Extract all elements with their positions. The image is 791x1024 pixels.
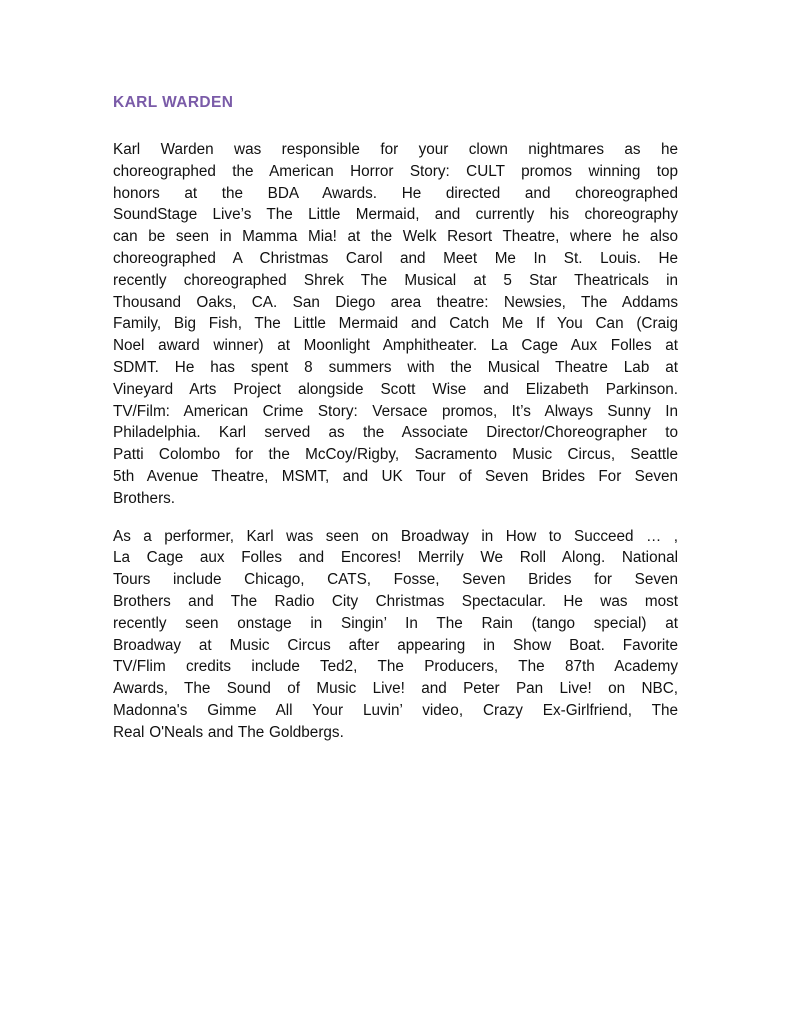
text-line: honors at the BDA Awards. He directed and choreographed	[113, 184, 678, 202]
paragraph	[113, 526, 678, 744]
text-line: 5th Avenue Theatre, MSMT, and UK Tour of Seven Brides For Seven	[113, 467, 678, 485]
text-line: Thousand Oaks, CA. San Diego area theatre: Newsies, The Addams	[113, 293, 678, 311]
text-line: Real O'Neals and The Goldbergs.	[113, 723, 344, 741]
text-line: TV/Flim credits include Ted2, The Producers, The 87th Academy	[113, 658, 678, 676]
text-line: Tours include Chicago, CATS, Fosse, Seven Brides for Seven	[113, 571, 678, 589]
text-line: Brothers.	[113, 489, 176, 507]
text-line: Patti Colombo for the McCoy/Rigby, Sacramento Music Circus, Seattle	[113, 446, 678, 464]
text-line: Karl Warden was responsible for your clown nightmares as he	[113, 141, 678, 158]
text-line: choreographed A Christmas Carol and Meet Me In St. Louis. He	[113, 249, 678, 267]
text-line: As a performer, Karl was seen on Broadway in How to Succeed … ,	[113, 527, 678, 545]
paragraph	[113, 139, 678, 510]
text-line: Vineyard Arts Project alongside Scott Wise and Elizabeth Parkinson.	[113, 380, 678, 398]
text-line: SoundStage Live’s The Little Mermaid, and currently his choreography	[113, 206, 678, 224]
text-line: SDMT. He has spent 8 summers with the Musical Theatre Lab at	[113, 358, 678, 376]
text-line: TV/Film: American Crime Story: Versace promos, It’s Always Sunny In	[113, 402, 678, 420]
bio-text	[113, 139, 678, 744]
text-line: Noel award winner) at Moonlight Amphitheater. La Cage Aux Folles at	[113, 337, 678, 355]
text-line: Awards, The Sound of Music Live! and Peter Pan Live! on NBC,	[113, 680, 678, 698]
text-line: can be seen in Mamma Mia! at the Welk Resort Theatre, where he also	[113, 228, 678, 246]
text-line: recently choreographed Shrek The Musical at 5 Star Theatricals in	[113, 271, 678, 289]
text-line: recently seen onstage in Singin’ In The Rain (tango special) at	[113, 614, 678, 632]
text-line: choreographed the American Horror Story: CULT promos winning top	[113, 162, 678, 180]
text-line: Brothers and The Radio City Christmas Spectacular. He was most	[113, 592, 678, 610]
text-line: Family, Big Fish, The Little Mermaid and Catch Me If You Can (Craig	[113, 315, 678, 333]
text-line: Madonna's Gimme All Your Luvin’ video, Crazy Ex-Girlfriend, The	[113, 701, 678, 719]
text-line: La Cage aux Folles and Encores! Merrily We Roll Along. National	[113, 549, 678, 567]
page-title: KARL WARDEN	[113, 94, 234, 111]
text-line: Philadelphia. Karl served as the Associate Director/Choreographer to	[113, 424, 678, 442]
text-line: Broadway at Music Circus after appearing in Show Boat. Favorite	[113, 636, 678, 654]
document-page	[113, 92, 678, 744]
